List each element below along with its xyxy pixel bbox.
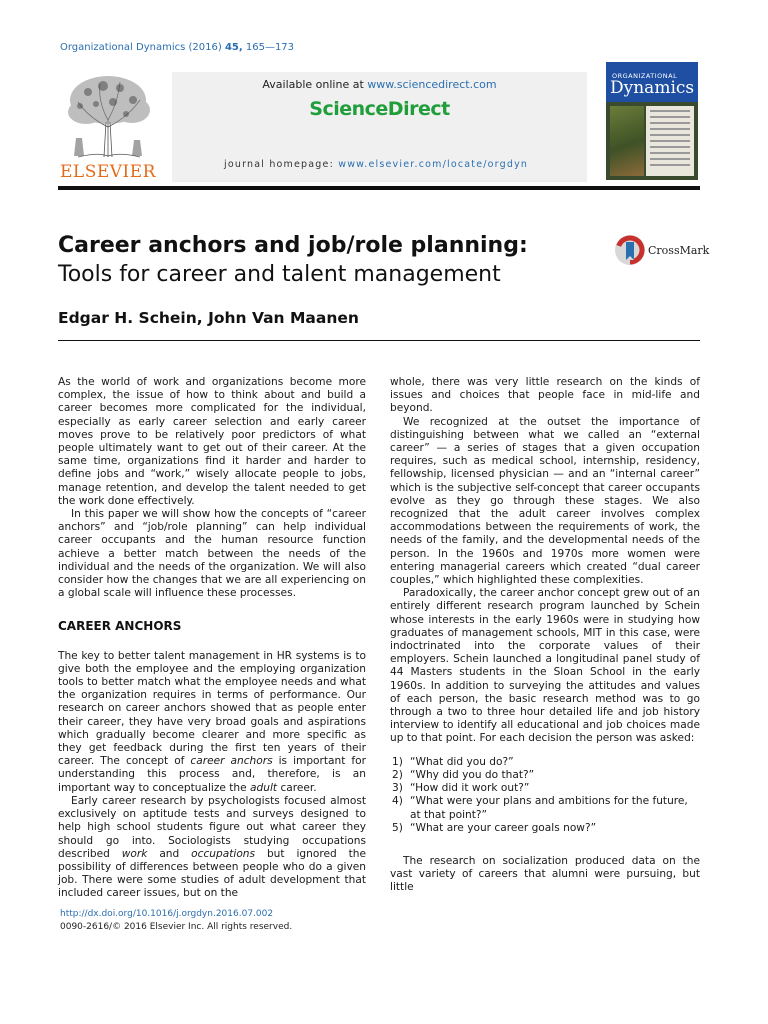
- crossmark-icon: [614, 234, 646, 266]
- citation-volume: 45,: [224, 42, 243, 53]
- list-item: 5) “What are your career goals now?”: [392, 821, 597, 834]
- citation-pages: 165—173: [245, 42, 295, 53]
- authors: Edgar H. Schein, John Van Maanen: [58, 309, 359, 327]
- article-subtitle: Tools for career and talent management: [58, 262, 501, 287]
- cover-header: [606, 62, 698, 102]
- cover-image: [610, 106, 644, 176]
- available-prefix: Available online at: [262, 78, 364, 91]
- paragraph: In this paper we will show how the concepts of “career anchors” and “job/role planning” can help individual career occupants and the human resource function achieve a better match between the needs of the individual and the needs of the organization. We will also consider how the changes that we are all experiencing on a global scale will influence these processes.: [58, 508, 366, 600]
- journal-header-box: [172, 72, 587, 182]
- journal-homepage-link[interactable]: www.elsevier.com/locate/orgdyn: [338, 159, 529, 170]
- available-online-line: [172, 78, 587, 91]
- article-title: Career anchors and job/role planning:: [58, 233, 528, 258]
- elsevier-wordmark: ELSEVIER: [60, 162, 156, 182]
- paragraph: We recognized at the outset the importance of distinguishing between what we called an “external career” — a series of stages that a given occupation requires, such as medical school, internship, residency, fellowship, licensed physician — and an “internal career” which is the subjective self-concept that career occupants evolve as they go through these stages. We also recognized that the adult career involves complex accommodations between the requirements of work, the needs of the family, and the developmental needs of the person. In the 1960s and 1970s more women were entering managerial careers which created “dual career couples,” which highlighted these complexities.: [390, 415, 700, 587]
- sciencedirect-logo[interactable]: ScienceDirect: [309, 98, 450, 120]
- journal-cover-thumbnail[interactable]: [606, 62, 698, 180]
- crossmark-button[interactable]: [614, 234, 710, 270]
- section-heading: CAREER ANCHORS: [58, 619, 182, 634]
- elsevier-tree-icon: [58, 72, 158, 160]
- list-item: 4) “What were your plans and ambitions for the future, at that point?”: [392, 795, 688, 821]
- question-list: [390, 756, 700, 835]
- list-item: 3) “How did it work out?”: [392, 782, 530, 795]
- elsevier-logo[interactable]: [58, 72, 158, 182]
- cover-small-text: ORGANIZATIONAL: [612, 72, 678, 80]
- list-item: 2) “Why did you do that?”: [392, 768, 535, 781]
- paragraph: whole, there was very little research on the kinds of issues and choices that people face in mid-life and beyond.: [390, 376, 700, 415]
- body-column-left: [58, 376, 366, 901]
- doi-link[interactable]: http://dx.doi.org/10.1016/j.orgdyn.2016.07.002: [60, 909, 274, 919]
- paragraph: The key to better talent management in HR systems is to give both the employee and the employing organization tools to better match what the employee needs and what the organization requires in terms of performance. Our research on career anchors showed that as people enter their career, they have very broad goals and aspirations which gradually become clearer and more specific as they get feedback during the first ten years of their career. The concept of career anchors is important for understanding this process and, therefore, is an important way to conceptualize the adult career.: [58, 649, 366, 794]
- cover-title: Dynamics: [610, 78, 695, 98]
- paragraph: As the world of work and organizations become more complex, the issue of how to think about and build a career becomes more complicated for the individual, especially as early career selection and early career moves prove to be relatively poor predictors of what people ultimately want to get out of their career. At the same time, organizations find it harder and harder to define jobs and “work,” wisely allocate people to jobs, manage retention, and develop the talent needed to get the work done effectively.: [58, 376, 366, 507]
- body-column-right: [390, 376, 700, 895]
- paragraph: The research on socialization produced data on the vast variety of careers that alumni were pursuing, but little: [390, 854, 700, 894]
- paragraph: Early career research by psychologists focused almost exclusively on aptitude tests and surveys designed to help high school students figure out what career they should go into. Sociologists studying occupations described work and occupations but ignored the possibility of differences between people who do a given job. There were some studies of adult development that included career issues, but on the: [58, 794, 366, 900]
- copyright-notice: 0090-2616/© 2016 Elsevier Inc. All rights reserved.: [60, 922, 293, 932]
- authors-divider: [58, 340, 700, 341]
- citation-journal: Organizational Dynamics (2016): [60, 42, 222, 53]
- journal-citation[interactable]: [60, 42, 294, 53]
- homepage-prefix: journal homepage:: [224, 159, 334, 170]
- journal-homepage-line: [224, 159, 528, 170]
- cover-contents: [646, 106, 694, 176]
- crossmark-label: CrossMark: [648, 244, 710, 257]
- list-item: 1) “What did you do?”: [392, 755, 514, 768]
- sciencedirect-link[interactable]: www.sciencedirect.com: [367, 78, 497, 91]
- paragraph: Paradoxically, the career anchor concept grew out of an entirely different research program launched by Schein whose interests in the early 1960s were in studying how graduates of management schools, MIT in this case, were indoctrinated into the corporate values of their employers. Schein launched a longitudinal panel study of 44 Masters students in the Sloan School in the early 1960s. In addition to surveying the attitudes and values of each person, the basic research method was to go through a two to three hour detailed life and job history interview to identify all educational and job choices made up to that point. For each decision the person was asked:: [390, 587, 700, 745]
- header-divider: [58, 186, 700, 190]
